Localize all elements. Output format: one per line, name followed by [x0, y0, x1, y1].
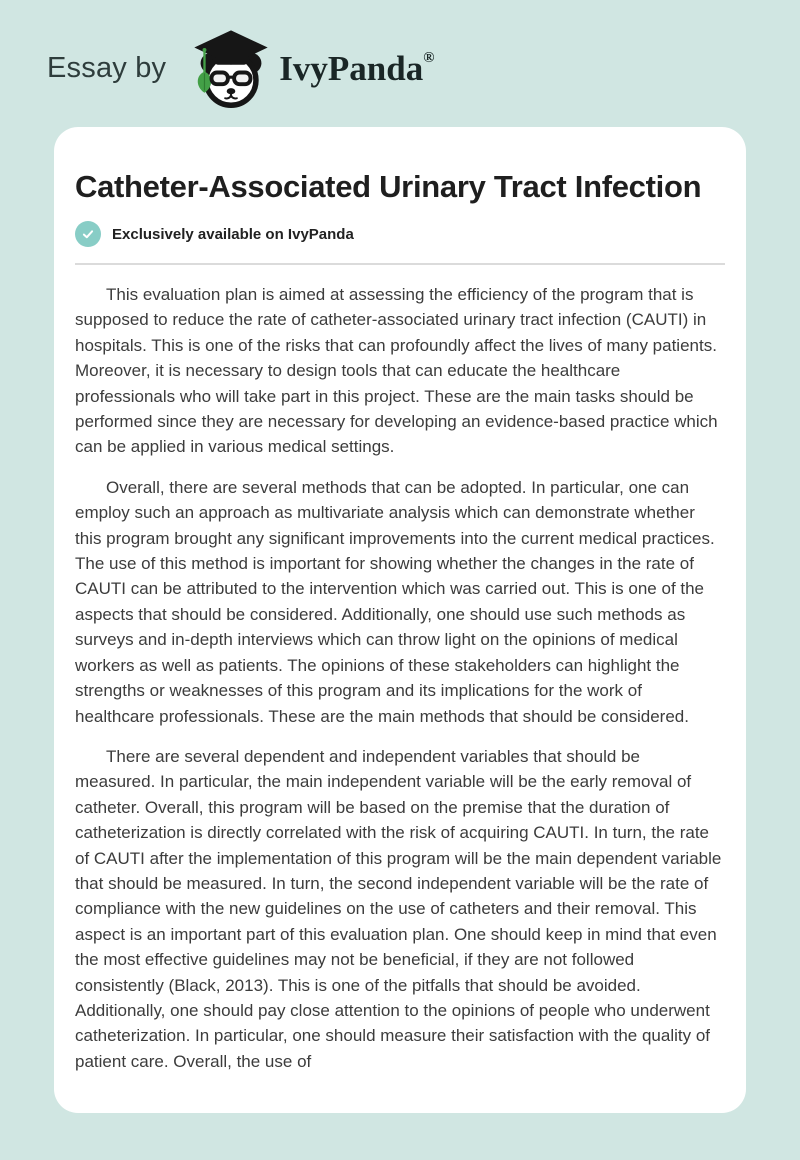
essay-paragraph-3: There are several dependent and independent variables that should be measured. In particular, the main independent variable will be the early removal of catheter. Overall, this program will be based on the premise that the duration of catheterization is directly correlated with the risk of acquiring CAUTI. In turn, the rate of CAUTI after the implementation of this program will be the main dependent variable that should be measured. In turn, the second independent variable will be the rate of compliance with the new guidelines on the use of catheters and their removal. This aspect is an important part of this evaluation plan. One should keep in mind that even the most effective guidelines may not be beneficial, if they are not followed consistently (Black, 2013). This is one of the pitfalls that should be avoided. Additionally, one should pay close attention to the opinions of people who underwent catheterization. In particular, one should measure their satisfaction with the quality of patient care. Overall, the use of — [75, 746, 722, 1071]
page-header — [0, 0, 800, 127]
essay-paragraph-2: Overall, there are several methods that can be adopted. In particular, one can employ such an approach as multivariate analysis which can demonstrate whether this program brought any significant improvements into the current medical practices. The use of this method is important for showing whether the changes in the rate of CAUTI can be attributed to the intervention which was carried out. This is one of the aspects that should be considered. Additionally, one should use such methods as surveys and in-depth interviews which can throw light on the opinions of medical workers as well as patients. The opinions of these stakeholders can highlight the strengths or weaknesses of this program and its implications for the work of healthcare professionals. These are the main methods that should be considered. — [75, 477, 715, 726]
panda-graduate-icon — [192, 28, 270, 110]
essay-title: Catheter-Associated Urinary Tract Infection — [75, 169, 702, 204]
essay-card — [54, 127, 746, 1113]
availability-text: Exclusively available on IvyPanda — [112, 225, 354, 243]
ivypanda-logo[interactable] — [192, 28, 434, 110]
brand-name: IvyPanda® — [279, 49, 435, 88]
registered-mark: ® — [423, 50, 435, 66]
availability-badge — [75, 221, 725, 247]
check-icon — [75, 221, 101, 247]
divider — [75, 263, 725, 265]
essay-paragraph-1: This evaluation plan is aimed at assessing the efficiency of the program that is supposed to reduce the rate of catheter-associated urinary tract infection (CAUTI) in hospitals. This is one of the risks that can profoundly affect the lives of many patients. Moreover, it is necessary to design tools that can educate the healthcare professionals who will take part in this project. These are the main tasks should be performed since they are necessary for developing an evidence-based practice which can be applied in various medical settings. — [75, 285, 718, 457]
essay-body — [75, 282, 725, 1074]
essay-by-label: Essay by — [47, 52, 167, 84]
